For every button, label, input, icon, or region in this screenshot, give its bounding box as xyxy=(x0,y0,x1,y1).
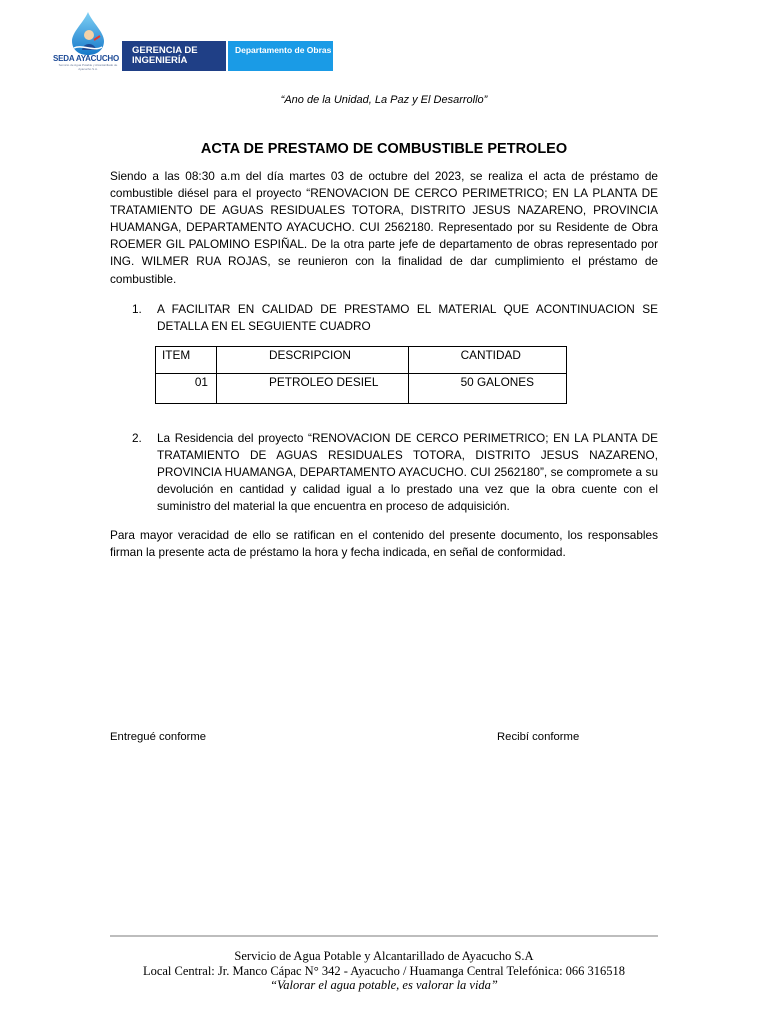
banner-gerencia: GERENCIA DE INGENIERÍA xyxy=(122,41,226,71)
document-title: ACTA DE PRESTAMO DE COMBUSTIBLE PETROLEO xyxy=(200,141,568,157)
logo-name: SEDA AYACUCHO xyxy=(53,54,120,63)
cell-item: 01 xyxy=(156,374,217,404)
footer-address: Local Central: Jr. Manco Cápac N° 342 - Ayacucho / Huamanga Central Telefónica: 066 316518 xyxy=(142,964,626,978)
signature-received-label: Recibí conforme xyxy=(497,731,580,743)
intro-paragraph: Siendo a las 08:30 a.m del día martes 03 de octubre del 2023, se realiza el acta de préstamo de combustible diésel para el proyecto “RENOVACION DE CERCO PERIMETRICO; EN LA PLANTA DE TRATAMIENTO DE AGUAS RESIDUALES TOTORA, DISTRITO JESUS NAZARENO, PROVINCIA HUAMANGA, DEPARTAMENTO AYACUCHO. CUI 2562180. Representado por su Residente de Obra ROEMER GIL PALOMINO ESPIÑAL. De la otra parte jefe de departamento de obras representado por ING. WILMER RUA ROJAS, se reunieron con la finalidad de dar cumplimiento el préstamo de combustible. xyxy=(110,169,658,286)
footer-company: Servicio de Agua Potable y Alcantarillado de Ayacucho S.A xyxy=(234,949,534,963)
closing-paragraph: Para mayor veracidad de ello se ratifican en el contenido del presente documento, los responsables firman la presente acta de préstamo la hora y fecha indicada, en señal de conformidad. xyxy=(110,528,658,560)
list-item-number: 1. xyxy=(132,302,142,316)
header-cantidad: CANTIDAD xyxy=(408,347,566,374)
footer-slogan: “Valorar el agua potable, es valorar la vida” xyxy=(270,978,498,992)
list-item-number: 2. xyxy=(132,431,142,445)
table-row xyxy=(156,374,567,404)
banner-departamento: Departamento de Obras xyxy=(226,41,333,71)
footer-divider xyxy=(110,935,658,937)
cell-descripcion: PETROLEO DESIEL xyxy=(217,374,409,404)
signature-delivered-label: Entregué conforme xyxy=(110,731,207,743)
cell-cantidad: 50 GALONES xyxy=(408,374,566,404)
list-item-text: La Residencia del proyecto “RENOVACION DE CERCO PERIMETRICO; EN LA PLANTA DE TRATAMIENTO DE AGUAS RESIDUALES TOTORA, DISTRITO JESUS NAZARENO, PROVINCIA HUAMANGA, DEPARTAMENTO AYACUCHO. CUI 2562180”, se compromete a su devolución en cantidad y calidad igual a lo prestado una vez que la obra cuente con el suministro del material la que encuentra en proceso de adquisición. xyxy=(157,431,658,514)
material-table xyxy=(155,346,567,404)
header-descripcion: DESCRIPCION xyxy=(217,347,409,374)
list-item-text: A FACILITAR EN CALIDAD DE PRESTAMO EL MATERIAL QUE ACONTINUACION SE DETALLA EN EL SEGUIENTE CUADRO xyxy=(157,302,658,334)
water-drop-icon xyxy=(58,10,118,56)
year-motto: “Ano de la Unidad, La Paz y El Desarrollo” xyxy=(280,94,488,106)
table-header-row xyxy=(156,347,567,374)
logo-tagline: Servicio de Agua Potable y Alcantarillado de Ayacucho S.A. xyxy=(58,63,118,71)
header-item: ITEM xyxy=(156,347,217,374)
